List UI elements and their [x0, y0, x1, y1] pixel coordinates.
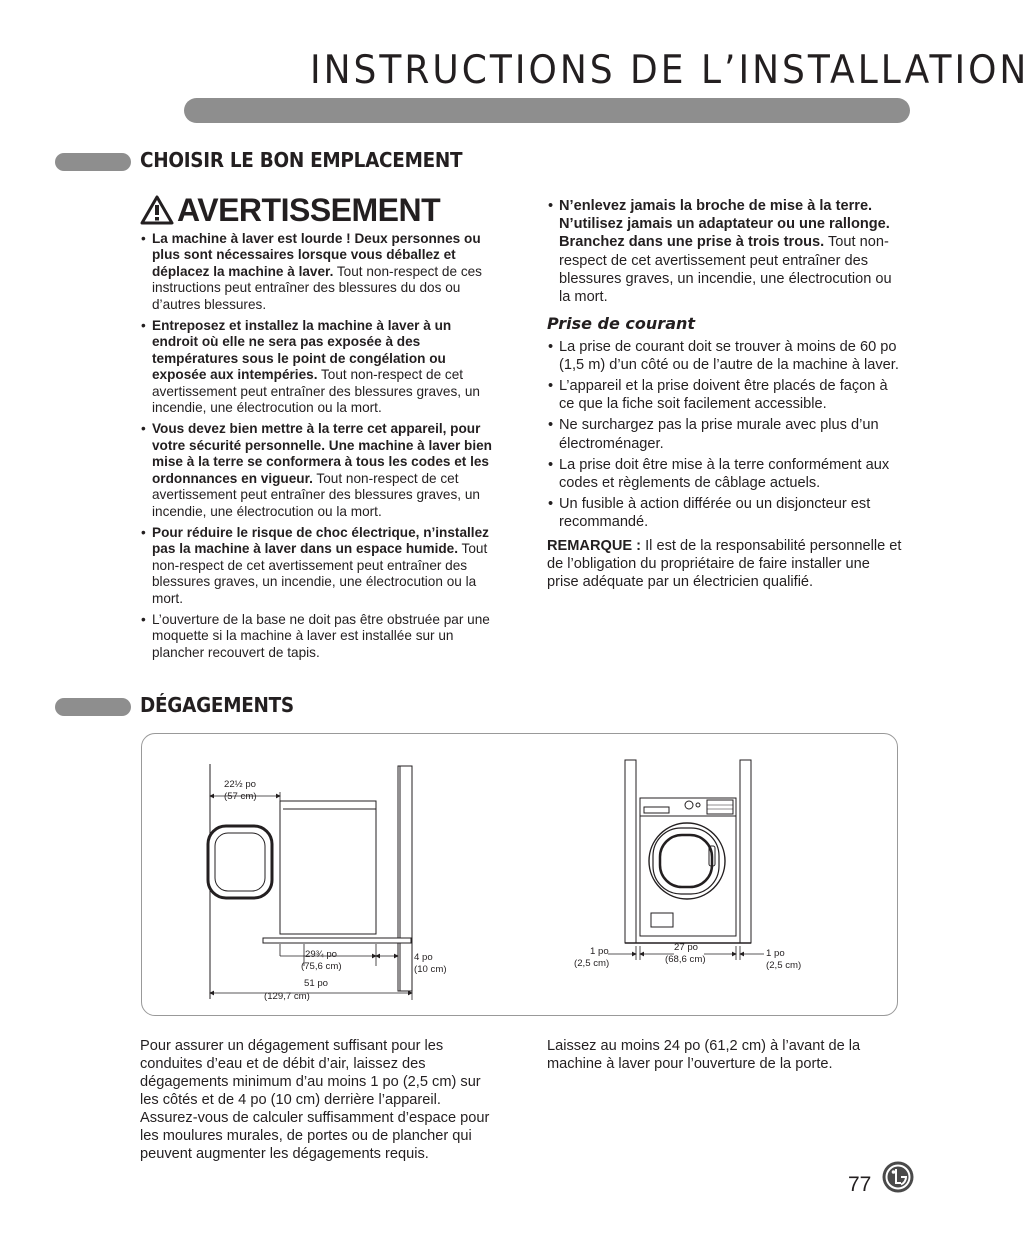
- outlet-item: • La prise de courant doit se trouver à moins de 60 po (1,5 m) d’un côté ou de l’autre de la machine à laver.: [547, 338, 902, 374]
- side-total-metric: (129,7 cm): [264, 991, 310, 1002]
- warning-item-text: Tout non-respect de ces instructions peut entraîner des blessures du dos ou d’autres blessures.: [152, 263, 482, 312]
- warning-item: [547, 197, 902, 306]
- warning-item: [140, 525, 495, 607]
- warning-item-bold: Entreposez et installez la machine à laver à un endroit où elle ne sera pas exposée à des températures sous le point de congélation ou exposée aux intempéries.: [152, 318, 452, 383]
- side-depth-metric: (75,6 cm): [301, 961, 342, 972]
- outlet-item: • Ne surchargez pas la prise murale avec plus d’un électroménager.: [547, 416, 902, 452]
- front-width-metric: (68,6 cm): [665, 954, 706, 965]
- warning-item-text: Tout non-respect de cet avertissement peut entraîner des blessures graves, un incendie, une électrocution ou la mort.: [152, 470, 480, 519]
- outlet-heading: Prise de courant: [547, 314, 696, 334]
- front-width-value: 27 po: [674, 942, 699, 953]
- warning-item: [140, 421, 495, 519]
- section-pill: [55, 153, 131, 171]
- warning-item-bold: N’enlevez jamais la broche de mise à la terre. N’utilisez jamais un adaptateur ou une rallonge. Branchez dans une prise à trois trous.: [559, 198, 890, 251]
- warning-column-left: [140, 192, 495, 666]
- outlet-item: • La prise doit être mise à la terre conformément aux codes et règlements de câblage actuels.: [547, 456, 902, 492]
- front-right-value: 1 po: [766, 948, 785, 959]
- warning-item-bold: Pour réduire le risque de choc électrique, n’installez pas la machine à laver dans un espace humide.: [152, 524, 489, 557]
- outlet-item: • L’appareil et la prise doivent être placés de façon à ce que la fiche soit facilement accessible.: [547, 377, 902, 413]
- page-number: 77: [848, 1173, 872, 1196]
- warning-heading: [140, 192, 495, 228]
- lg-logo-icon: [882, 1161, 914, 1193]
- front-right-metric: (2,5 cm): [766, 960, 802, 971]
- outlet-item: • Un fusible à action différée ou un disjoncteur est recommandé.: [547, 495, 902, 531]
- clearance-diagram-drawing: [142, 734, 899, 1017]
- title-bar: [184, 98, 910, 123]
- front-left-value: 1 po: [590, 946, 609, 957]
- side-top-metric: (57 cm): [224, 791, 257, 802]
- section-pill: [55, 698, 131, 716]
- warning-item: [140, 231, 495, 313]
- section-heading-clearances: DÉGAGEMENTS: [140, 693, 294, 717]
- section-heading-location: CHOISIR LE BON EMPLACEMENT: [140, 148, 463, 172]
- side-rear-value: 4 po: [414, 952, 433, 963]
- warning-item-text: L’ouverture de la base ne doit pas être obstruée par une moquette si la machine à laver est installée sur un plancher recouvert de tapis.: [152, 611, 490, 660]
- warning-item-text: Tout non-respect de cet avertissement peut entraîner des blessures graves, un incendie, une électrocution ou la mort.: [152, 541, 488, 606]
- warning-title: AVERTISSEMENT: [177, 192, 441, 228]
- warning-item: [140, 318, 495, 416]
- front-view: [608, 760, 764, 960]
- warning-item-bold: Vous devez bien mettre à la terre cet appareil, pour votre sécurité personnelle. Une machine à laver bien mise à la terre se conformera à tous les codes et les ordonnances en vigueur.: [152, 421, 492, 486]
- warning-item-text: Tout non-respect de cet avertissement peut entraîner des blessures graves, un incendie, une électrocution ou la mort.: [152, 367, 480, 416]
- clearance-text-left: Pour assurer un dégagement suffisant pour les conduites d’eau et de débit d’air, laissez des dégagements minimum d’au moins 1 po (2,5 cm) sur les côtés et de 4 po (10 cm) derrière l’appareil. Assurez-vous de calculer suffisamment d’espace pour les moulures murales, de portes ou de plancher qui peuvent augmenter les dégagements requis.: [140, 1038, 490, 1162]
- warning-column-right: [547, 197, 902, 591]
- clearance-diagram: [141, 733, 898, 1016]
- side-total-value: 51 po: [304, 978, 329, 989]
- side-top-value: 22½ po: [224, 779, 257, 790]
- warning-item-bold: La machine à laver est lourde ! Deux personnes ou plus sont nécessaires lorsque vous déballez et déplacez la machine à laver.: [152, 231, 481, 279]
- remark-label: REMARQUE :: [547, 537, 642, 554]
- warning-icon: [140, 195, 174, 225]
- page-title: INSTRUCTIONS DE L’INSTALLATION: [310, 48, 1029, 93]
- side-rear-metric: (10 cm): [414, 964, 447, 975]
- front-left-metric: (2,5 cm): [574, 958, 610, 969]
- clearance-text-right: Laissez au moins 24 po (61,2 cm) à l’avant de la machine à laver pour l’ouverture de la porte.: [547, 1038, 861, 1072]
- warning-item-text: Tout non-respect de cet avertissement peut entraîner des blessures graves, un incendie, une électrocution ou la mort.: [559, 234, 892, 306]
- warning-item: [140, 612, 495, 661]
- remark-text: Il est de la responsabilité personnelle et de l’obligation du propriétaire de faire installer une prise adéquate par un électricien qualifié.: [547, 537, 902, 591]
- remark: [547, 537, 902, 592]
- side-depth-value: 29¾ po: [305, 949, 338, 960]
